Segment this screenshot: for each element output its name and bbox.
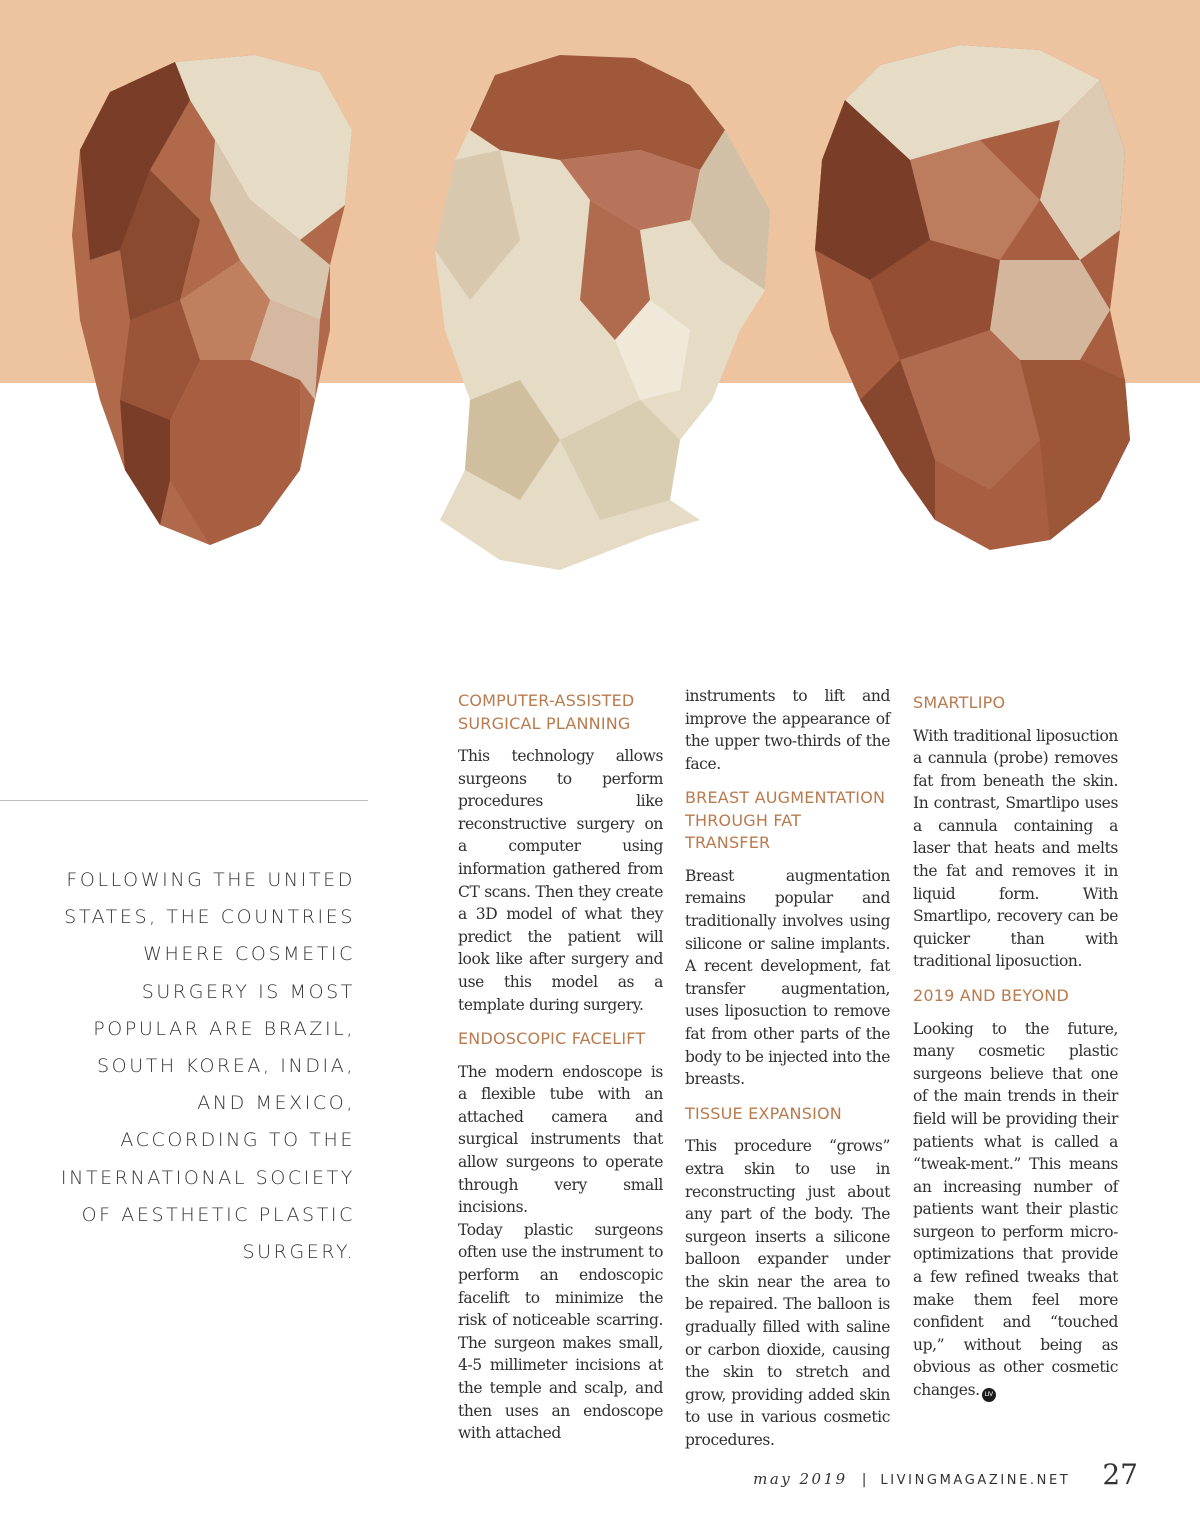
- heading-smartlipo: SMARTLIPO: [913, 693, 1006, 712]
- heading-computer-assisted-planning: COMPUTER-ASSISTED SURGICAL PLANNING: [458, 691, 635, 733]
- paragraph-smartlipo: With traditional liposuction a cannula (probe) removes fat from beneath the skin. In contrast, Smartlipo uses a cannula containing a laser that heats and melts the fat and removes it in liquid form. With Smartlipo, recovery can be quicker than with traditional liposuction.: [913, 726, 1118, 971]
- footer-separator: |: [861, 1472, 867, 1488]
- footer-issue-date: may 2019: [753, 1470, 848, 1488]
- paragraph-endoscopic-facelift: Today plastic surgeons often use the instrument to perform an endoscopic facelift to minimize the risk of noticeable scarring. The surgeon makes small, 4-5 millimeter incisions at the temple and scalp, and then uses an endoscope with attached: [458, 1220, 663, 1443]
- heading-2019-and-beyond: 2019 AND BEYOND: [913, 986, 1069, 1006]
- center-bust-image: [435, 55, 770, 570]
- pull-quote-rule: [0, 800, 368, 801]
- hero-illustration: [0, 0, 1200, 600]
- paragraph-2019-text: Looking to the future, many cosmetic plastic surgeons believe that one of the main trends in their field will be providing their patients what is called a “tweak-ment.” This means an increasing number of patients want their plastic surgeon to perform micro-optimizations that provide a few refined tweaks that make them feel more confident and “touched up,” without being as obvious as other cosmetic changes.: [913, 1019, 1118, 1400]
- paragraph-endoscope-description: The modern endoscope is a flexible tube with an attached camera and surgical instruments that allow surgeons to operate through very small incisions.: [458, 1062, 663, 1217]
- page-footer: [753, 1458, 1138, 1492]
- end-mark-icon: LIV: [982, 1388, 996, 1402]
- paragraph-tissue-expansion: This procedure “grows” extra skin to use in reconstructing just about any part of the body. The surgeon inserts a silicone balloon expander under the skin near the area to be repaired. The balloon is gradually filled with saline or carbon dioxide, causing the skin to stretch and grow, providing added skin to use in various cosmetic procedures.: [685, 1137, 890, 1450]
- heading-breast-augmentation: BREAST AUGMENTATION THROUGH FAT TRANSFER: [685, 788, 886, 853]
- article-column-2: [685, 687, 890, 1452]
- paragraph-2019-and-beyond: [913, 1018, 1118, 1403]
- heading-endoscopic-facelift: ENDOSCOPIC FACELIFT: [458, 1029, 646, 1049]
- paragraph-breast-augmentation: Breast augmentation remains popular and traditionally involves using silicone or saline implants. A recent development, fat transfer augmentation, uses liposuction to remove fat from other parts of the body to be injected into the breasts.: [685, 866, 890, 1089]
- page-number: 27: [1102, 1458, 1138, 1491]
- article-column-1: [458, 690, 663, 1445]
- left-bust-image: [72, 55, 352, 545]
- right-bust-image: [815, 45, 1130, 550]
- heading-tissue-expansion: TISSUE EXPANSION: [685, 1103, 842, 1123]
- footer-website: LIVINGMAGAZINE.NET: [880, 1473, 1071, 1488]
- paragraph-computer-assisted-planning: This technology allows surgeons to perform procedures like reconstructive surgery on a computer using information gathered from CT scans. Then they create a 3D model of what they predict the patient will look like after surgery and use this model as a template during surgery.: [458, 747, 663, 1014]
- pull-quote: FOLLOWING THE UNITED STATES, THE COUNTRIES WHERE COSMETIC SURGERY IS MOST POPULAR ARE BRAZIL, SOUTH KOREA, INDIA, AND MEXICO, ACCORDING TO THE INTERNATIONAL SOCIETY OF AESTHETIC PLASTIC SURGERY.: [60, 869, 355, 1264]
- article-column-3: [913, 690, 1118, 1402]
- paragraph-endoscopic-facelift-continued: instruments to lift and improve the appearance of the upper two-thirds of the face.: [685, 687, 890, 773]
